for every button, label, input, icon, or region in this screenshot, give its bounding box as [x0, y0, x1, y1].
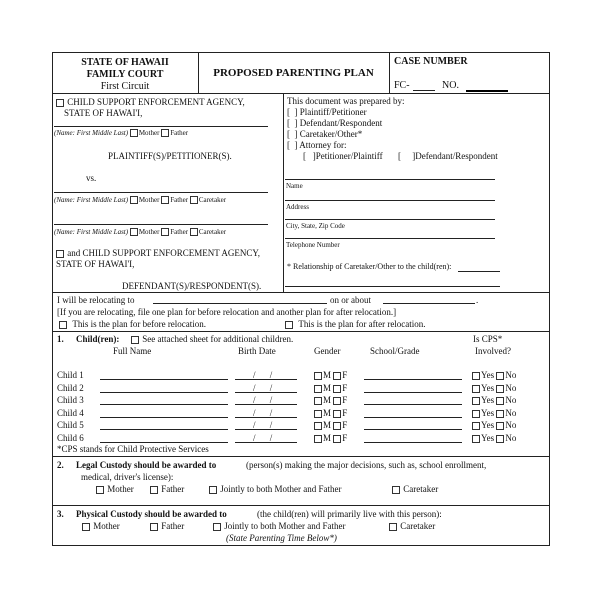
name-note-2-text: (Name: First Middle Last) [54, 196, 129, 204]
before-relocation[interactable] [59, 319, 206, 329]
attorney-dr[interactable]: [ ]Defendant/Respondent [398, 151, 498, 161]
after-relocation-checkbox[interactable] [285, 321, 293, 329]
cps-no-checkbox[interactable] [496, 372, 504, 380]
gender-f-checkbox[interactable] [333, 372, 341, 380]
birthdate-slashes: / / [253, 408, 279, 418]
attached-sheet-label: See attached sheet for additional children. [142, 334, 294, 344]
cse-agency-checkbox[interactable] [56, 99, 64, 107]
legal-mother-label: Mother [107, 484, 134, 494]
legal-caretaker-checkbox[interactable] [392, 486, 400, 494]
def1-father-checkbox[interactable] [161, 196, 169, 204]
relocation-instruction: [If you are relocating, file one plan for before relocation and another plan for after relocation.] [57, 307, 397, 317]
physical-jointly-checkbox[interactable] [213, 523, 221, 531]
cps-no-label: No [505, 433, 517, 443]
child-label: Child 2 [57, 383, 84, 393]
child-school-field[interactable] [364, 442, 462, 443]
child-school-field[interactable] [364, 392, 462, 393]
child-name-field[interactable] [100, 404, 228, 405]
physical-father-checkbox[interactable] [150, 523, 158, 531]
legal-mother-checkbox[interactable] [96, 486, 104, 494]
children-bottom [52, 456, 550, 457]
def2-mother-checkbox[interactable] [130, 228, 138, 236]
child-gender [314, 395, 347, 405]
child-label: Child 6 [57, 433, 84, 443]
on-or-about-field[interactable] [383, 303, 475, 304]
gender-f-label: F [342, 370, 348, 380]
physical-jointly-label: Jointly to both Mother and Father [224, 521, 346, 531]
legal-father-label: Father [161, 484, 185, 494]
gender-m-label: M [323, 370, 332, 380]
cps-yes-checkbox[interactable] [472, 372, 480, 380]
birthdate-slashes: / / [253, 395, 279, 405]
gender-f-checkbox[interactable] [333, 422, 341, 430]
name-note-1 [54, 129, 188, 137]
child-cps [472, 420, 516, 430]
prepared-opt2[interactable]: [ ] Defendant/Respondent [287, 118, 383, 128]
attached-sheet-checkbox[interactable] [131, 336, 139, 344]
child-school-field[interactable] [364, 404, 462, 405]
cps-yes-checkbox[interactable] [472, 397, 480, 405]
section1-num: 1. [57, 334, 64, 344]
def2-father-checkbox[interactable] [161, 228, 169, 236]
child-name-field[interactable] [100, 442, 228, 443]
def2-caretaker-checkbox[interactable] [190, 228, 198, 236]
cps-no-label: No [505, 395, 517, 405]
child-label: Child 5 [57, 420, 84, 430]
gender-m-checkbox[interactable] [314, 410, 322, 418]
child-cps [472, 433, 516, 443]
legal-father[interactable] [150, 484, 184, 494]
gender-m-label: M [323, 395, 332, 405]
plaintiff-label: PLAINTIFF(S)/PETITIONER(S). [108, 151, 232, 161]
gender-f-label: F [342, 433, 348, 443]
birthdate-slashes: / / [253, 433, 279, 443]
cps-no-checkbox[interactable] [496, 397, 504, 405]
parenting-time-note: (State Parenting Time Below*) [226, 533, 337, 543]
cps-no-checkbox[interactable] [496, 422, 504, 430]
cps-no-checkbox[interactable] [496, 410, 504, 418]
def1-mother-label: Mother [138, 196, 160, 204]
after-relocation-label: This is the plan for after relocation. [298, 319, 426, 329]
birthdate-slashes: / / [253, 420, 279, 430]
gender-m-checkbox[interactable] [314, 385, 322, 393]
legal-mother[interactable] [96, 484, 134, 494]
court-line2: FAMILY COURT [86, 69, 164, 80]
gender-m-checkbox[interactable] [314, 397, 322, 405]
gender-f-label: F [342, 395, 348, 405]
relocation-bottom [52, 331, 550, 332]
name-note-1-text: (Name: First Middle Last) [54, 129, 129, 137]
cps-no-checkbox[interactable] [496, 385, 504, 393]
legal-heading: Legal Custody should be awarded to [76, 460, 217, 470]
physical-caretaker[interactable] [389, 521, 435, 531]
party-divider [283, 93, 284, 292]
relocating-to-field[interactable] [153, 303, 327, 304]
gender-f-label: F [342, 420, 348, 430]
def1-caretaker-checkbox[interactable] [190, 196, 198, 204]
gender-m-checkbox[interactable] [314, 422, 322, 430]
child-cps [472, 408, 516, 418]
preparer-address-field[interactable] [285, 200, 495, 201]
def2-father-label: Father [170, 228, 189, 236]
legal-bottom [52, 505, 550, 506]
def1-mother-checkbox[interactable] [130, 196, 138, 204]
legal-jointly-label: Jointly to both Mother and Father [220, 484, 342, 494]
gender-f-label: F [342, 383, 348, 393]
phone-label: Telephone Number [286, 241, 340, 249]
legal-caretaker-label: Caretaker [403, 484, 439, 494]
frame-left [52, 52, 53, 546]
def1-father-label: Father [170, 196, 189, 204]
plaintiff-father-label: Father [170, 129, 189, 137]
child-name-field[interactable] [100, 392, 228, 393]
child-gender [314, 433, 347, 443]
cps-question-1: Is CPS* [473, 334, 503, 344]
gender-f-label: F [342, 408, 348, 418]
child-school-field[interactable] [364, 417, 462, 418]
col-gender: Gender [314, 346, 341, 356]
cps-yes-label: Yes [481, 395, 495, 405]
gender-f-checkbox[interactable] [333, 410, 341, 418]
def2-mother-label: Mother [138, 228, 160, 236]
cps-no-label: No [505, 420, 517, 430]
gender-f-checkbox[interactable] [333, 385, 341, 393]
prepared-opt4-label: Attorney for: [299, 140, 347, 150]
prepared-opt3-label: Caretaker/Other* [299, 129, 363, 139]
birthdate-slashes: / / [253, 383, 279, 393]
attorney-pp-label: Petitioner/Plaintiff [315, 151, 383, 161]
gender-m-label: M [323, 383, 332, 393]
prepared-opt1[interactable]: [ ] Plaintiff/Petitioner [287, 107, 367, 117]
prepared-opt1-label: Plaintiff/Petitioner [299, 107, 367, 117]
gender-f-checkbox[interactable] [333, 397, 341, 405]
child-label: Child 3 [57, 395, 84, 405]
child-gender [314, 383, 347, 393]
attorney-dr-label: Defendant/Respondent [415, 151, 498, 161]
defendant-name-field-2[interactable] [54, 224, 268, 225]
child-cps [472, 395, 516, 405]
legal-jointly-checkbox[interactable] [209, 486, 217, 494]
col-birth-date: Birth Date [238, 346, 276, 356]
physical-heading: Physical Custody should be awarded to [76, 509, 227, 519]
gender-m-checkbox[interactable] [314, 372, 322, 380]
child-cps [472, 370, 516, 380]
name-label: Name [286, 182, 303, 190]
header-bottom [52, 93, 550, 94]
defendant-label: DEFENDANT(S)/RESPONDENT(S). [122, 281, 262, 291]
relocating-to-label: I will be relocating to [57, 295, 135, 305]
prepared-opt4[interactable]: [ ] Attorney for: [287, 140, 347, 150]
cps-no-label: No [505, 408, 517, 418]
frame-bottom [52, 545, 550, 546]
plaintiff-name-field[interactable] [54, 126, 268, 127]
no-label: NO. [442, 80, 459, 91]
def2-caretaker-label: Caretaker [198, 228, 227, 236]
name-note-3 [54, 228, 226, 236]
fc-label: FC- [394, 80, 410, 91]
child-cps [472, 383, 516, 393]
def1-caretaker-label: Caretaker [198, 196, 227, 204]
name-note-3-text: (Name: First Middle Last) [54, 228, 129, 236]
preparer-name-field[interactable] [285, 179, 495, 180]
cps-yes-checkbox[interactable] [472, 410, 480, 418]
attorney-pp[interactable]: [ ]Petitioner/Plaintiff [303, 151, 383, 161]
state-hawaii-2: STATE OF HAWAI'I, [56, 259, 135, 269]
court-line3: First Circuit [100, 81, 150, 92]
preparer-address-field-2[interactable] [285, 219, 495, 220]
cps-yes-checkbox[interactable] [472, 422, 480, 430]
period: . [476, 295, 479, 305]
cps-yes-label: Yes [481, 408, 495, 418]
prepared-opt3[interactable]: [ ] Caretaker/Other* [287, 129, 363, 139]
gender-m-label: M [323, 433, 332, 443]
cps-yes-label: Yes [481, 370, 495, 380]
child-gender [314, 420, 347, 430]
preparer-city-field[interactable] [285, 238, 495, 239]
frame-right [549, 52, 550, 546]
cps-no-checkbox[interactable] [496, 435, 504, 443]
gender-f-checkbox[interactable] [333, 435, 341, 443]
child-name-field[interactable] [100, 417, 228, 418]
birthdate-slashes: / / [253, 370, 279, 380]
cps-yes-checkbox[interactable] [472, 385, 480, 393]
plaintiff-mother-label: Mother [138, 129, 160, 137]
child-gender [314, 370, 347, 380]
before-relocation-label: This is the plan for before relocation. [72, 319, 207, 329]
cps-yes-label: Yes [481, 383, 495, 393]
physical-mother[interactable] [82, 521, 120, 531]
cps-no-label: No [505, 370, 517, 380]
address-label: Address [286, 203, 309, 211]
child-name-field[interactable] [100, 429, 228, 430]
cps-yes-checkbox[interactable] [472, 435, 480, 443]
legal-text1: (person(s) making the major decisions, such as, school enrollment, [246, 460, 487, 470]
header-divider-2 [389, 52, 390, 93]
section2-num: 2. [57, 460, 64, 470]
plaintiff-mother-checkbox[interactable] [130, 129, 138, 137]
physical-caretaker-checkbox[interactable] [389, 523, 397, 531]
physical-father-label: Father [161, 521, 185, 531]
and-cse-text: and CHILD SUPPORT ENFORCEMENT AGENCY, [67, 248, 260, 258]
physical-text1: (the child(ren) will primarily live with this person): [257, 509, 442, 519]
before-relocation-checkbox[interactable] [59, 321, 67, 329]
col-full-name: Full Name [113, 346, 152, 356]
and-cse-checkbox[interactable] [56, 250, 64, 258]
child-school-field[interactable] [364, 429, 462, 430]
child-label: Child 4 [57, 408, 84, 418]
on-or-about-label: on or about [330, 295, 371, 305]
defendant-name-field-1[interactable] [54, 192, 268, 193]
child-label: Child 1 [57, 370, 84, 380]
gender-m-label: M [323, 408, 332, 418]
cps-yes-label: Yes [481, 420, 495, 430]
no-field[interactable] [466, 90, 508, 92]
and-cse-row [56, 248, 260, 258]
physical-mother-checkbox[interactable] [82, 523, 90, 531]
cps-no-label: No [505, 383, 517, 393]
legal-father-checkbox[interactable] [150, 486, 158, 494]
name-note-2 [54, 196, 226, 204]
court-line1: STATE OF HAWAII [81, 57, 169, 68]
plaintiff-father-checkbox[interactable] [161, 129, 169, 137]
physical-father[interactable] [150, 521, 184, 531]
section3-num: 3. [57, 509, 64, 519]
relationship-field-2[interactable] [285, 286, 500, 287]
physical-jointly[interactable] [213, 521, 346, 531]
child-school-field[interactable] [364, 379, 462, 380]
prepared-opt2-label: Defendant/Respondent [299, 118, 383, 128]
gender-m-label: M [323, 420, 332, 430]
physical-caretaker-label: Caretaker [400, 521, 436, 531]
gender-m-checkbox[interactable] [314, 435, 322, 443]
form-title: PROPOSED PARENTING PLAN [213, 67, 374, 79]
cps-question-2: Involved? [475, 346, 511, 356]
legal-text2: medical, driver's license): [81, 472, 174, 482]
cse-agency-text: CHILD SUPPORT ENFORCEMENT AGENCY, [67, 97, 245, 107]
city-label: City, State, Zip Code [286, 222, 345, 230]
physical-mother-label: Mother [93, 521, 120, 531]
fc-field[interactable] [413, 90, 435, 91]
vs-label: vs. [86, 173, 97, 183]
legal-caretaker[interactable] [392, 484, 438, 494]
case-number-label: CASE NUMBER [394, 56, 468, 67]
frame-top [52, 52, 550, 53]
child-name-field[interactable] [100, 379, 228, 380]
prepared-by-intro: This document was prepared by: [287, 96, 405, 106]
child-gender [314, 408, 347, 418]
attached-sheet[interactable] [131, 334, 293, 344]
relationship-field[interactable] [458, 271, 500, 272]
cps-yes-label: Yes [481, 433, 495, 443]
cse-agency-row [56, 97, 245, 107]
state-hawaii-1: STATE OF HAWAI'I, [64, 108, 143, 118]
cps-note: *CPS stands for Child Protective Services [57, 444, 209, 454]
after-relocation[interactable] [285, 319, 426, 329]
legal-jointly[interactable] [209, 484, 342, 494]
col-school: School/Grade [370, 346, 420, 356]
children-heading: Child(ren): [76, 334, 120, 344]
party-bottom [52, 292, 550, 293]
relationship-label: * Relationship of Caretaker/Other to the child(ren): [287, 262, 452, 271]
